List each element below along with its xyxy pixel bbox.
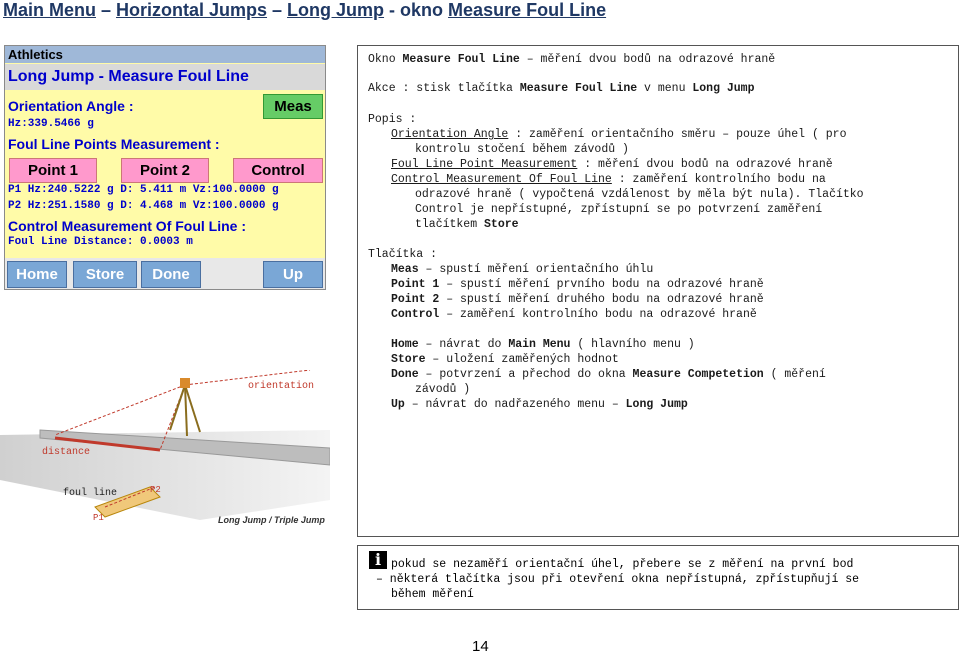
popis-orientation-cont: kontrolu stočení během závodů ) bbox=[415, 143, 629, 156]
screen-title: Long Jump - Measure Foul Line bbox=[5, 64, 325, 90]
points-label: Foul Line Points Measurement : bbox=[8, 136, 220, 152]
popis-orientation: Orientation Angle : zaměření orientačního směru – pouze úhel ( pro bbox=[391, 128, 847, 141]
btn-desc-up: Up – návrat do nadřazeného menu – Long Jump bbox=[391, 398, 688, 411]
illustration-caption: Long Jump / Triple Jump bbox=[218, 515, 325, 525]
page-number: 14 bbox=[472, 638, 489, 655]
done-button[interactable]: Done bbox=[141, 261, 201, 288]
btn-desc-point1: Point 1 – spustí měření prvního bodu na odrazové hraně bbox=[391, 278, 764, 291]
btn-desc-home: Home – návrat do Main Menu ( hlavního menu ) bbox=[391, 338, 695, 351]
action-line: Akce : stisk tlačítka Measure Foul Line v menu Long Jump bbox=[368, 82, 755, 95]
popis-control-cont: Control je nepřístupné, zpřístupní se po potvrzení zaměření bbox=[415, 203, 823, 216]
btn-desc-done-cont: závodů ) bbox=[415, 383, 471, 396]
orientation-label: Orientation Angle : bbox=[8, 98, 134, 114]
btn-desc-control: Control – zaměření kontrolního bodu na odrazové hraně bbox=[391, 308, 757, 321]
info-note bbox=[357, 545, 959, 610]
description-box bbox=[357, 45, 959, 537]
hz-value: Hz:339.5466 g bbox=[8, 118, 94, 130]
screen-nav-bar bbox=[5, 258, 325, 289]
foul-line-label: foul line bbox=[63, 488, 118, 499]
p1-label: P1 bbox=[93, 513, 104, 523]
home-button[interactable]: Home bbox=[7, 261, 67, 288]
control-button[interactable]: Control bbox=[233, 158, 323, 183]
orientation-label: orientation bbox=[248, 381, 315, 392]
popis-heading: Popis : bbox=[368, 113, 417, 126]
heading-main-menu: Main Menu bbox=[3, 0, 96, 20]
btn-desc-done: Done – potvrzení a přechod do okna Measure Competetion ( měření bbox=[391, 368, 826, 381]
sight-line bbox=[55, 385, 185, 435]
info-icon: i bbox=[369, 551, 387, 569]
heading-horizontal-jumps: Horizontal Jumps bbox=[116, 0, 268, 20]
distance-label: distance bbox=[42, 447, 91, 458]
btn-desc-point2: Point 2 – spustí měření druhého bodu na odrazové hraně bbox=[391, 293, 764, 306]
buttons-heading: Tlačítka : bbox=[368, 248, 438, 261]
heading-sep: – bbox=[267, 0, 288, 20]
heading-measure-foul-line: Measure Foul Line bbox=[448, 0, 607, 20]
btn-desc-store: Store – uložení zaměřených hodnot bbox=[391, 353, 619, 366]
tripod-leg bbox=[170, 385, 185, 430]
store-button[interactable]: Store bbox=[73, 261, 137, 288]
p2-label: P2 bbox=[150, 485, 161, 495]
app-title-bar: Athletics bbox=[5, 46, 325, 63]
foul-line-distance: Foul Line Distance: 0.0003 m bbox=[8, 236, 193, 248]
popis-foul-line-point: Foul Line Point Measurement : měření dvou bodů na odrazové hraně bbox=[391, 158, 833, 171]
note-line: během měření bbox=[391, 588, 474, 601]
popis-control: Control Measurement Of Foul Line : zaměření kontrolního bodu na bbox=[391, 173, 826, 186]
note-line: – některá tlačítka jsou při otevření okna nepřístupná, zpřístupňují se bbox=[376, 573, 860, 586]
p2-measurement: P2 Hz:251.1580 g D: 4.468 m Vz:100.0000 g bbox=[8, 200, 279, 212]
total-station-icon bbox=[180, 378, 190, 388]
long-jump-illustration bbox=[0, 370, 330, 530]
p1-measurement: P1 Hz:240.5222 g D: 5.411 m Vz:100.0000 g bbox=[8, 184, 279, 196]
btn-desc-meas: Meas – spustí měření orientačního úhlu bbox=[391, 263, 654, 276]
popis-control-cont: odrazové hraně ( vypočtená vzdálenost by měla být nula). Tlačítko bbox=[415, 188, 864, 201]
control-label: Control Measurement Of Foul Line : bbox=[8, 218, 247, 234]
heading-mid: - okno bbox=[384, 0, 449, 20]
heading-long-jump: Long Jump bbox=[287, 0, 385, 20]
point1-button[interactable]: Point 1 bbox=[9, 158, 97, 183]
page-heading bbox=[3, 0, 606, 21]
popis-control-cont: tlačítkem Store bbox=[415, 218, 519, 231]
meas-button[interactable]: Meas bbox=[263, 94, 323, 119]
window-line: Okno Measure Foul Line – měření dvou bodů na odrazové hraně bbox=[368, 53, 776, 66]
heading-sep: – bbox=[96, 0, 117, 20]
point2-button[interactable]: Point 2 bbox=[121, 158, 209, 183]
up-button[interactable]: Up bbox=[263, 261, 323, 288]
device-screen bbox=[4, 45, 326, 290]
note-line: pokud se nezaměří orientační úhel, přebere se z měření na první bod bbox=[391, 558, 854, 571]
